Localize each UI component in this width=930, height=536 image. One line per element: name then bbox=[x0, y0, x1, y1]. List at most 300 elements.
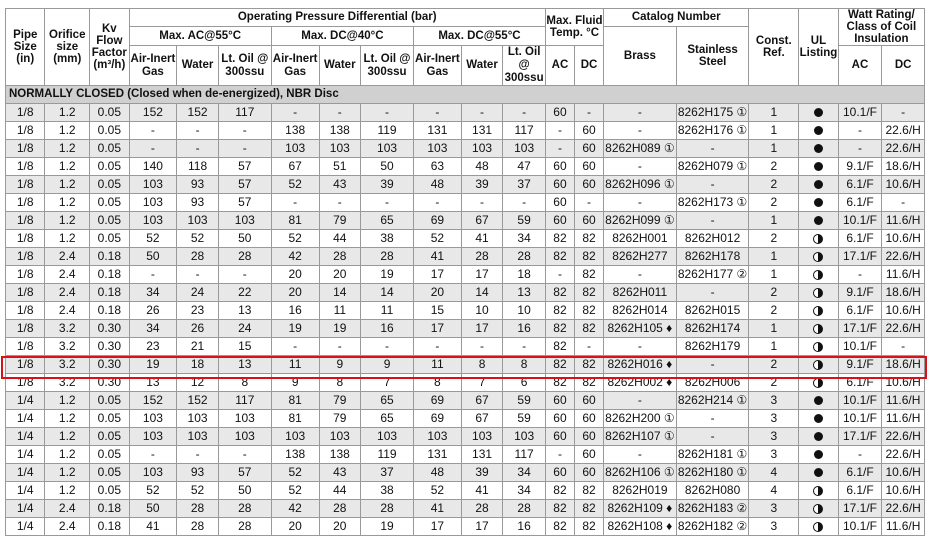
table-cell: 10.6/H bbox=[882, 176, 925, 194]
table-cell: 1/4 bbox=[6, 464, 45, 482]
table-cell: 103 bbox=[461, 428, 503, 446]
table-cell: 8262H108 ♦ bbox=[604, 518, 677, 536]
table-row bbox=[6, 410, 925, 428]
table-cell: 17.1/F bbox=[838, 428, 882, 446]
table-cell: 6.1/F bbox=[838, 464, 882, 482]
filled-circle-icon bbox=[814, 450, 823, 459]
table-cell: 3 bbox=[749, 500, 799, 518]
table-cell: 6.1/F bbox=[838, 302, 882, 320]
table-cell: 0.05 bbox=[90, 176, 129, 194]
table-cell: 8262H182 ② bbox=[676, 518, 749, 536]
table-cell: 34 bbox=[129, 320, 177, 338]
table-cell: 103 bbox=[414, 428, 462, 446]
table-cell: 1/8 bbox=[6, 158, 45, 176]
table-cell: 12 bbox=[177, 374, 219, 392]
table-cell: 1/8 bbox=[6, 320, 45, 338]
table-row bbox=[6, 230, 925, 248]
table-cell: 10.1/F bbox=[838, 104, 882, 122]
filled-circle-icon bbox=[814, 468, 823, 477]
table-cell: 60 bbox=[574, 140, 603, 158]
table-cell: 20 bbox=[414, 284, 462, 302]
table-cell: 1 bbox=[749, 266, 799, 284]
table-cell: 8 bbox=[503, 356, 546, 374]
ul-listing-cell bbox=[799, 464, 838, 482]
table-cell: 52 bbox=[414, 482, 462, 500]
table-cell: - bbox=[503, 104, 546, 122]
header-dc40-water: Water bbox=[319, 46, 361, 86]
header-brass: Brass bbox=[604, 27, 677, 86]
table-cell: 103 bbox=[177, 410, 219, 428]
header-max-ac55: Max. AC@55°C bbox=[129, 27, 271, 46]
table-cell: 1/8 bbox=[6, 230, 45, 248]
table-cell: 38 bbox=[361, 482, 414, 500]
table-cell: 60 bbox=[574, 392, 603, 410]
table-cell: 10.6/H bbox=[882, 374, 925, 392]
table-cell: 138 bbox=[271, 122, 319, 140]
table-cell: 48 bbox=[414, 464, 462, 482]
table-cell: 8262H105 ♦ bbox=[604, 320, 677, 338]
table-cell: 24 bbox=[218, 320, 271, 338]
table-row bbox=[6, 500, 925, 518]
table-cell: 8262H106 ① bbox=[604, 464, 677, 482]
table-cell: 22.6/H bbox=[882, 428, 925, 446]
table-cell: 118 bbox=[177, 158, 219, 176]
table-cell: 34 bbox=[503, 230, 546, 248]
ul-listing-cell bbox=[799, 482, 838, 500]
table-cell: 28 bbox=[461, 500, 503, 518]
table-cell: 22 bbox=[218, 284, 271, 302]
table-cell: 16 bbox=[503, 518, 546, 536]
table-cell: 82 bbox=[574, 266, 603, 284]
table-cell: - bbox=[838, 446, 882, 464]
table-cell: 3 bbox=[749, 446, 799, 464]
ul-listing-cell bbox=[799, 122, 838, 140]
table-cell: 8262H109 ♦ bbox=[604, 500, 677, 518]
filled-circle-icon bbox=[814, 216, 823, 225]
table-cell: 131 bbox=[461, 446, 503, 464]
table-cell: 0.30 bbox=[90, 338, 129, 356]
table-cell: 2 bbox=[749, 356, 799, 374]
table-cell: 0.30 bbox=[90, 320, 129, 338]
table-cell: - bbox=[604, 266, 677, 284]
half-circle-icon bbox=[813, 288, 823, 298]
table-cell: 52 bbox=[129, 482, 177, 500]
table-cell: 60 bbox=[545, 392, 574, 410]
table-cell: 67 bbox=[461, 392, 503, 410]
table-cell: 79 bbox=[319, 410, 361, 428]
table-cell: 2 bbox=[749, 284, 799, 302]
header-max-dc55: Max. DC@55°C bbox=[414, 27, 546, 46]
table-cell: 34 bbox=[503, 464, 546, 482]
table-row bbox=[6, 302, 925, 320]
table-cell: 60 bbox=[574, 176, 603, 194]
table-cell: - bbox=[604, 104, 677, 122]
table-cell: 1.2 bbox=[45, 230, 90, 248]
table-cell: 13 bbox=[218, 356, 271, 374]
table-cell: 11.6/H bbox=[882, 266, 925, 284]
table-cell: 8262H214 ① bbox=[676, 392, 749, 410]
table-cell: 119 bbox=[361, 122, 414, 140]
ul-listing-cell bbox=[799, 410, 838, 428]
ul-listing-cell bbox=[799, 104, 838, 122]
table-cell: - bbox=[461, 338, 503, 356]
half-circle-icon bbox=[813, 360, 823, 370]
filled-circle-icon bbox=[814, 162, 823, 171]
table-cell: - bbox=[545, 446, 574, 464]
table-cell: 1/8 bbox=[6, 140, 45, 158]
table-cell: 103 bbox=[129, 410, 177, 428]
table-cell: 103 bbox=[319, 140, 361, 158]
table-cell: 22.6/H bbox=[882, 122, 925, 140]
header-watt-dc: DC bbox=[882, 46, 925, 86]
table-cell: 3.2 bbox=[45, 338, 90, 356]
table-cell: 9.1/F bbox=[838, 284, 882, 302]
table-cell: 22.6/H bbox=[882, 446, 925, 464]
table-cell: - bbox=[545, 266, 574, 284]
table-cell: 59 bbox=[503, 410, 546, 428]
valve-spec-table-container bbox=[5, 8, 925, 536]
table-cell: - bbox=[361, 194, 414, 212]
table-cell: 93 bbox=[177, 176, 219, 194]
table-cell: 52 bbox=[414, 230, 462, 248]
table-cell: 0.18 bbox=[90, 518, 129, 536]
table-cell: 82 bbox=[545, 320, 574, 338]
table-cell: 17 bbox=[414, 518, 462, 536]
table-cell: 103 bbox=[129, 464, 177, 482]
ul-listing-cell bbox=[799, 392, 838, 410]
table-cell: 81 bbox=[271, 392, 319, 410]
table-cell: 0.18 bbox=[90, 500, 129, 518]
table-cell: 34 bbox=[503, 482, 546, 500]
table-cell: - bbox=[503, 338, 546, 356]
table-cell: 0.05 bbox=[90, 428, 129, 446]
header-dc55-air: Air-Inert Gas bbox=[414, 46, 462, 86]
header-ac55-air: Air-Inert Gas bbox=[129, 46, 177, 86]
table-cell: - bbox=[218, 140, 271, 158]
table-cell: 28 bbox=[218, 248, 271, 266]
table-cell: 2.4 bbox=[45, 500, 90, 518]
table-cell: 41 bbox=[414, 248, 462, 266]
table-cell: 0.05 bbox=[90, 140, 129, 158]
table-cell: 67 bbox=[461, 212, 503, 230]
table-cell: 1.2 bbox=[45, 446, 90, 464]
table-cell: 8262H107 ① bbox=[604, 428, 677, 446]
table-cell: - bbox=[676, 176, 749, 194]
table-cell: - bbox=[574, 104, 603, 122]
table-cell: - bbox=[676, 212, 749, 230]
table-cell: 3.2 bbox=[45, 374, 90, 392]
table-cell: 8262H002 ♦ bbox=[604, 374, 677, 392]
table-cell: 8262H178 bbox=[676, 248, 749, 266]
table-cell: - bbox=[414, 338, 462, 356]
table-cell: 69 bbox=[414, 392, 462, 410]
table-cell: 50 bbox=[218, 230, 271, 248]
table-cell: 18 bbox=[177, 356, 219, 374]
header-max-dc40: Max. DC@40°C bbox=[271, 27, 413, 46]
table-row bbox=[6, 338, 925, 356]
table-cell: 19 bbox=[129, 356, 177, 374]
table-cell: 10.1/F bbox=[838, 212, 882, 230]
table-cell: 117 bbox=[218, 104, 271, 122]
table-cell: 0.05 bbox=[90, 230, 129, 248]
table-cell: 9 bbox=[361, 356, 414, 374]
table-cell: 0.05 bbox=[90, 464, 129, 482]
table-row bbox=[6, 140, 925, 158]
header-catalog-number: Catalog Number bbox=[604, 9, 749, 27]
table-cell: 57 bbox=[218, 176, 271, 194]
table-cell: 50 bbox=[129, 248, 177, 266]
table-cell: 8 bbox=[218, 374, 271, 392]
table-cell: 1/8 bbox=[6, 248, 45, 266]
table-cell: 82 bbox=[545, 284, 574, 302]
table-cell: - bbox=[882, 104, 925, 122]
filled-circle-icon bbox=[814, 144, 823, 153]
table-cell: 103 bbox=[503, 428, 546, 446]
table-cell: 8262H200 ① bbox=[604, 410, 677, 428]
table-cell: - bbox=[319, 338, 361, 356]
table-cell: 82 bbox=[545, 518, 574, 536]
table-cell: 103 bbox=[361, 140, 414, 158]
table-cell: 0.05 bbox=[90, 104, 129, 122]
ul-listing-cell bbox=[799, 284, 838, 302]
table-cell: 103 bbox=[218, 410, 271, 428]
table-cell: 2.4 bbox=[45, 266, 90, 284]
table-cell: 93 bbox=[177, 464, 219, 482]
table-cell: 18 bbox=[503, 266, 546, 284]
table-cell: 39 bbox=[361, 176, 414, 194]
table-cell: - bbox=[545, 122, 574, 140]
table-cell: 1.2 bbox=[45, 482, 90, 500]
table-cell: 103 bbox=[461, 140, 503, 158]
table-cell: - bbox=[604, 392, 677, 410]
table-cell: 1/4 bbox=[6, 410, 45, 428]
table-cell: 82 bbox=[574, 482, 603, 500]
table-cell: 1 bbox=[749, 248, 799, 266]
table-cell: 10.1/F bbox=[838, 410, 882, 428]
table-cell: 103 bbox=[177, 428, 219, 446]
table-cell: 20 bbox=[271, 284, 319, 302]
table-cell: 28 bbox=[218, 518, 271, 536]
table-cell: 82 bbox=[574, 302, 603, 320]
table-cell: 6.1/F bbox=[838, 176, 882, 194]
table-cell: 82 bbox=[545, 482, 574, 500]
table-cell: 3.2 bbox=[45, 320, 90, 338]
table-cell: - bbox=[361, 338, 414, 356]
table-cell: - bbox=[177, 446, 219, 464]
table-cell: 117 bbox=[503, 122, 546, 140]
table-row bbox=[6, 356, 925, 374]
filled-circle-icon bbox=[814, 198, 823, 207]
table-row bbox=[6, 392, 925, 410]
table-cell: 82 bbox=[574, 356, 603, 374]
table-cell: 11.6/H bbox=[882, 392, 925, 410]
header-operating-pressure: Operating Pressure Differential (bar) bbox=[129, 9, 545, 27]
table-cell: 8262H006 bbox=[676, 374, 749, 392]
table-cell: 20 bbox=[319, 266, 361, 284]
table-cell: 138 bbox=[319, 122, 361, 140]
table-cell: 93 bbox=[177, 194, 219, 212]
table-cell: 9 bbox=[271, 374, 319, 392]
table-cell: 11 bbox=[271, 356, 319, 374]
table-cell: 20 bbox=[271, 518, 319, 536]
table-cell: 1/8 bbox=[6, 356, 45, 374]
table-cell: 19 bbox=[271, 320, 319, 338]
table-cell: - bbox=[838, 122, 882, 140]
table-cell: 2 bbox=[749, 158, 799, 176]
table-cell: 1 bbox=[749, 338, 799, 356]
table-cell: 82 bbox=[574, 230, 603, 248]
ul-listing-cell bbox=[799, 230, 838, 248]
header-stainless: Stainless Steel bbox=[676, 27, 749, 86]
ul-listing-cell bbox=[799, 212, 838, 230]
table-cell: 60 bbox=[545, 428, 574, 446]
table-cell: - bbox=[271, 338, 319, 356]
table-row bbox=[6, 194, 925, 212]
table-cell: 60 bbox=[574, 212, 603, 230]
table-cell: 38 bbox=[361, 230, 414, 248]
table-cell: 28 bbox=[319, 248, 361, 266]
table-cell: 2 bbox=[749, 302, 799, 320]
table-cell: 81 bbox=[271, 410, 319, 428]
table-cell: 8262H175 ① bbox=[676, 104, 749, 122]
table-cell: 117 bbox=[503, 446, 546, 464]
table-cell: 82 bbox=[574, 320, 603, 338]
table-cell: - bbox=[319, 104, 361, 122]
ul-listing-cell bbox=[799, 140, 838, 158]
ul-listing-cell bbox=[799, 302, 838, 320]
table-cell: 14 bbox=[361, 284, 414, 302]
table-cell: - bbox=[503, 194, 546, 212]
table-cell: - bbox=[604, 194, 677, 212]
table-cell: 1/8 bbox=[6, 338, 45, 356]
table-cell: 103 bbox=[503, 140, 546, 158]
half-circle-icon bbox=[813, 522, 823, 532]
header-max-fluid-temp: Max. Fluid Temp. °C bbox=[545, 9, 603, 46]
table-cell: 8262H181 ① bbox=[676, 446, 749, 464]
table-cell: 51 bbox=[319, 158, 361, 176]
table-cell: 65 bbox=[361, 212, 414, 230]
table-cell: 17 bbox=[461, 266, 503, 284]
table-cell: 60 bbox=[545, 158, 574, 176]
table-cell: 3 bbox=[749, 392, 799, 410]
table-cell: 52 bbox=[271, 464, 319, 482]
header-const-ref: Const. Ref. bbox=[749, 9, 799, 86]
table-cell: 28 bbox=[177, 248, 219, 266]
half-circle-icon bbox=[813, 252, 823, 262]
table-cell: 6.1/F bbox=[838, 482, 882, 500]
table-cell: 67 bbox=[461, 410, 503, 428]
table-row bbox=[6, 464, 925, 482]
table-cell: 82 bbox=[545, 230, 574, 248]
table-cell: 8262H183 ② bbox=[676, 500, 749, 518]
table-cell: 152 bbox=[177, 104, 219, 122]
table-cell: 82 bbox=[545, 374, 574, 392]
table-cell: 9 bbox=[319, 356, 361, 374]
table-cell: 1/8 bbox=[6, 104, 45, 122]
header-watt-rating: Watt Rating/ Class of Coil Insulation bbox=[838, 9, 924, 46]
table-cell: 57 bbox=[218, 464, 271, 482]
table-cell: - bbox=[838, 140, 882, 158]
table-cell: 28 bbox=[503, 248, 546, 266]
table-cell: 8262H011 bbox=[604, 284, 677, 302]
table-cell: - bbox=[604, 122, 677, 140]
table-cell: 1/4 bbox=[6, 500, 45, 518]
table-cell: 4 bbox=[749, 464, 799, 482]
table-cell: 8262H001 bbox=[604, 230, 677, 248]
table-cell: 1.2 bbox=[45, 464, 90, 482]
table-row bbox=[6, 284, 925, 302]
ul-listing-cell bbox=[799, 374, 838, 392]
table-cell: - bbox=[319, 194, 361, 212]
table-cell: 17.1/F bbox=[838, 248, 882, 266]
table-cell: - bbox=[604, 158, 677, 176]
table-cell: - bbox=[545, 140, 574, 158]
table-cell: - bbox=[218, 446, 271, 464]
table-cell: 1/4 bbox=[6, 392, 45, 410]
table-cell: 8262H019 bbox=[604, 482, 677, 500]
table-cell: 16 bbox=[503, 320, 546, 338]
filled-circle-icon bbox=[814, 396, 823, 405]
table-cell: 103 bbox=[177, 212, 219, 230]
table-cell: 24 bbox=[177, 284, 219, 302]
table-cell: 3 bbox=[749, 428, 799, 446]
table-cell: 1/8 bbox=[6, 176, 45, 194]
table-cell: 34 bbox=[129, 284, 177, 302]
table-cell: 1 bbox=[749, 320, 799, 338]
table-cell: 20 bbox=[319, 518, 361, 536]
table-cell: 57 bbox=[218, 158, 271, 176]
header-watt-ac: AC bbox=[838, 46, 882, 86]
ul-listing-cell bbox=[799, 266, 838, 284]
table-cell: 140 bbox=[129, 158, 177, 176]
table-cell: 103 bbox=[218, 212, 271, 230]
half-circle-icon bbox=[813, 342, 823, 352]
table-cell: 8262H173 ① bbox=[676, 194, 749, 212]
table-cell: 8262H079 ① bbox=[676, 158, 749, 176]
table-cell: 1.2 bbox=[45, 176, 90, 194]
table-cell: - bbox=[129, 122, 177, 140]
table-cell: 8262H012 bbox=[676, 230, 749, 248]
table-row bbox=[6, 446, 925, 464]
table-cell: 26 bbox=[129, 302, 177, 320]
table-cell: 0.05 bbox=[90, 410, 129, 428]
table-cell: 28 bbox=[503, 500, 546, 518]
table-cell: 4 bbox=[749, 482, 799, 500]
table-cell: 0.05 bbox=[90, 194, 129, 212]
table-cell: 152 bbox=[129, 104, 177, 122]
table-cell: 19 bbox=[361, 518, 414, 536]
table-cell: 8262H096 ① bbox=[604, 176, 677, 194]
table-cell: 0.18 bbox=[90, 284, 129, 302]
table-cell: 82 bbox=[574, 248, 603, 266]
table-cell: 47 bbox=[503, 158, 546, 176]
table-cell: - bbox=[218, 266, 271, 284]
section-row bbox=[6, 86, 925, 104]
ul-listing-cell bbox=[799, 338, 838, 356]
table-body bbox=[6, 86, 925, 536]
table-cell: 37 bbox=[503, 176, 546, 194]
table-cell: 11.6/H bbox=[882, 410, 925, 428]
table-cell: 18.6/H bbox=[882, 284, 925, 302]
table-cell: 103 bbox=[129, 212, 177, 230]
table-cell: 1/8 bbox=[6, 284, 45, 302]
half-circle-icon bbox=[813, 306, 823, 316]
table-cell: 37 bbox=[361, 464, 414, 482]
table-cell: 1 bbox=[749, 122, 799, 140]
filled-circle-icon bbox=[814, 180, 823, 189]
table-cell: - bbox=[574, 338, 603, 356]
table-cell: 8 bbox=[414, 374, 462, 392]
